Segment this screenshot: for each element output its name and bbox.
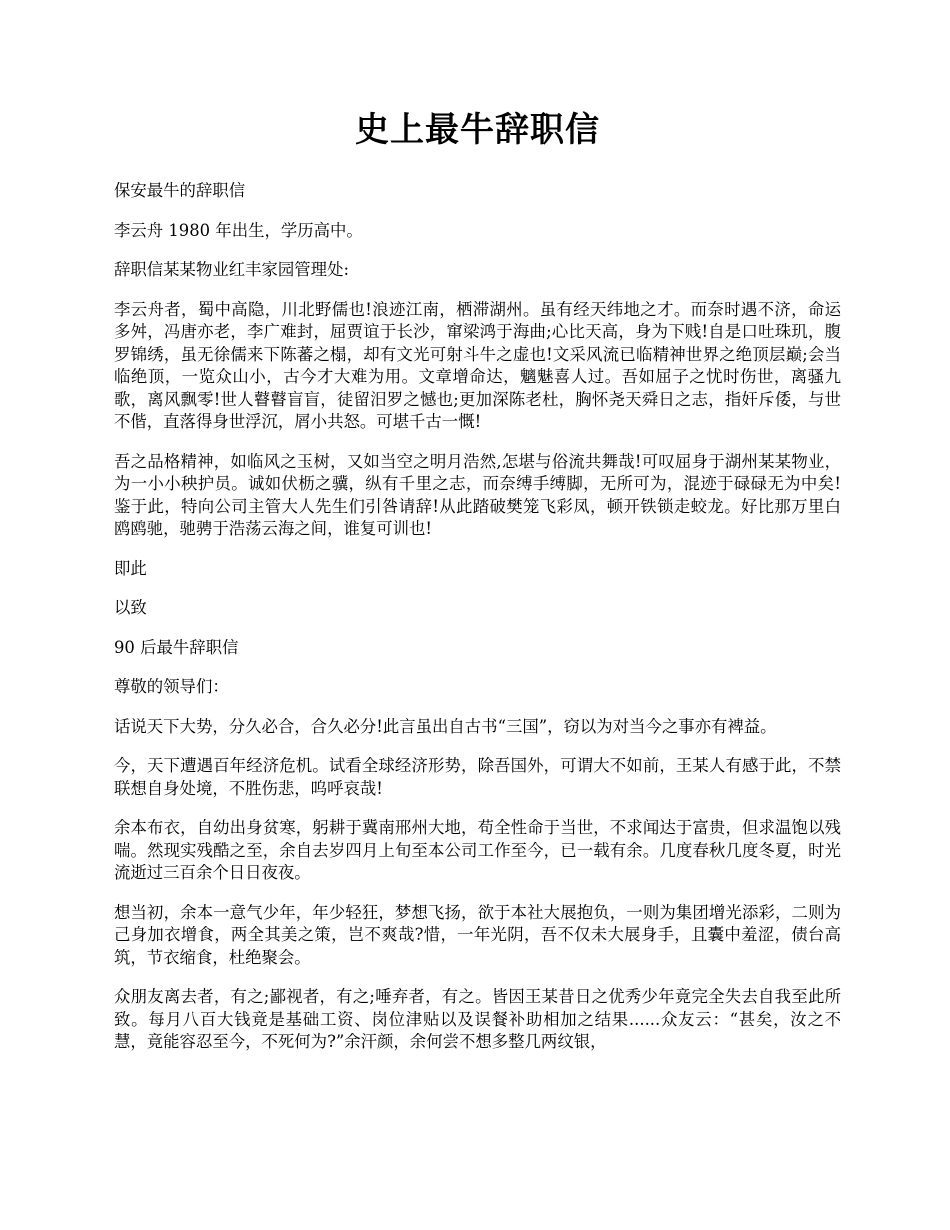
body-paragraph: 余本布衣，自幼出身贫寒，躬耕于冀南邢州大地，苟全性命于当世，不求闻达于富贵，但求温饱以残喘。然现实残酷之至，余自去岁四月上旬至本公司工作至今，已一载有余。几度春秋几度冬夏，时光流逝过三百余个日日夜夜。 (114, 818, 841, 883)
section-heading: 90 后最牛辞职信 (114, 637, 239, 657)
body-paragraph: 众朋友离去者，有之;鄙视者，有之;唾弃者，有之。皆因王某昔日之优秀少年竟完全失去自我至此所致。每月八百大钱竟是基础工资、岗位津贴以及误餐补助相加之结果......众友云：“甚矣，汝之不慧，竟能容忍至今，不死何为?”余汗颜，余何尝不想多整几两纹银， (114, 987, 841, 1052)
closing-line: 以致 (114, 598, 147, 618)
author-info: 李云舟 1980 年出生，学历高中。 (114, 220, 363, 240)
body-paragraph: 想当初，余本一意气少年，年少轻狂，梦想飞扬，欲于本社大展抱负，一则为集团增光添彩，二则为己身加衣增食，两全其美之策，岂不爽哉?惜，一年光阴，吾不仅未大展身手，且囊中羞涩，债台高筑，节衣缩食，杜绝聚会。 (114, 902, 841, 967)
salutation: 尊敬的领导们： (114, 677, 229, 697)
body-paragraph: 李云舟者，蜀中高隐，川北野儒也!浪迹江南，栖滞湖州。虽有经天纬地之才。而奈时遇不济，命运多舛，冯唐亦老，李广难封，屈贾谊于长沙，窜梁鸿于海曲;心比天高，身为下贱!自是口吐珠玑，腹罗锦绣，虽无徐儒来下陈蕃之榻，却有文光可射斗牛之虚也!文采风流已临精神世界之绝顶层巅;会当临绝顶，一览众山小，古今才大难为用。文章增命达，魑魅喜人过。吾如屈子之忧时伤世，离骚九歌，离风飘零!世人瞽瞽盲盲，徒留汨罗之憾也;更加深陈老杜，胸怀尧天舜日之志，指奸斥倭，与世不偕，直落得身世浮沉，屑小共怒。可堪千古一慨! (114, 299, 841, 432)
closing-line: 即此 (114, 558, 147, 578)
greeting-heading: 保安最牛的辞职信 (114, 181, 246, 201)
letter-recipient: 辞职信某某物业红丰家园管理处: (114, 260, 349, 280)
document-page (114, 108, 841, 1071)
body-paragraph: 今，天下遭遇百年经济危机。试看全球经济形势，除吾国外，可谓大不如前，王某人有感于此，不禁联想自身处境，不胜伤悲，呜呼哀哉! (114, 756, 841, 798)
body-paragraph: 吾之品格精神，如临风之玉树，又如当空之明月浩然,怎堪与俗流共舞哉!可叹屈身于湖州某某物业，为一小小秧护员。诚如伏枥之骥，纵有千里之志，而奈缚手缚脚，无所可为，混迹于碌碌无为中矣!鉴于此，特向公司主管大人先生们引咎请辞!从此踏破樊笼飞彩凤，顿开铁锁走蛟龙。好比那万里白鸥鸥驰，驰骋于浩荡云海之间，谁复可训也! (114, 451, 841, 539)
document-title: 史上最牛辞职信 (355, 110, 600, 150)
body-paragraph: 话说天下大势，分久必合，合久必分!此言虽出自古书“三国”，窃以为对当今之事亦有裨益。 (114, 716, 777, 736)
